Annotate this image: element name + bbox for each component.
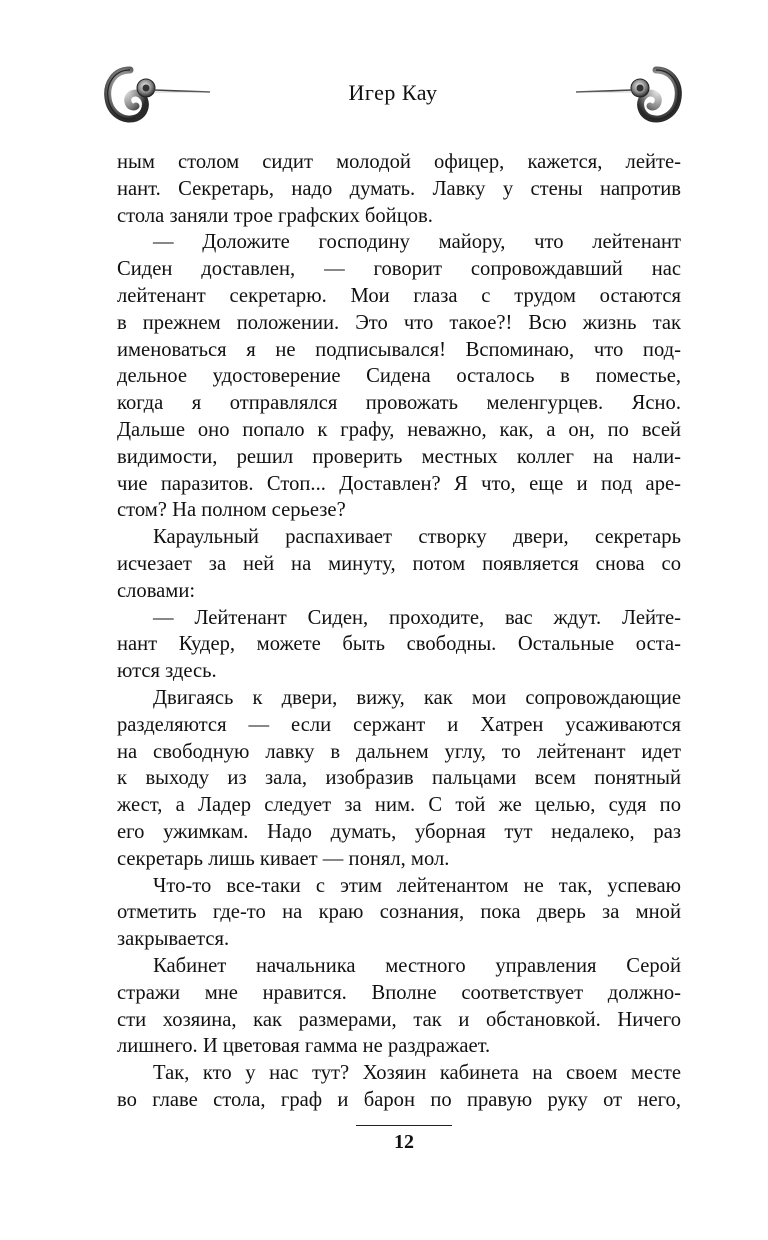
text-line: нант. Секретарь, надо думать. Лавку у стены напротив (117, 177, 681, 200)
text-line: видимости, решил проверить местных коллег на нали- (117, 445, 681, 468)
text-line: закрывается. (117, 928, 230, 951)
text-line: лейтенант секретарю. Мои глаза с трудом остаются (117, 284, 681, 307)
text-line: стола заняли трое графских бойцов. (117, 204, 433, 227)
text-line: сти хозяина, как размерами, так и обстановкой. Ничего (117, 1008, 681, 1031)
text-line: лишнего. И цветовая гамма не раздражает. (117, 1035, 491, 1058)
paragraph (117, 685, 681, 873)
page-body-text (117, 149, 681, 1114)
text-line: его ужимкам. Надо думать, уборная тут недалеко, раз (117, 820, 681, 843)
paragraph (117, 229, 681, 524)
paragraph (117, 524, 681, 604)
paragraph (117, 1060, 681, 1114)
text-line: исчезает за ней на минуту, потом появляется снова со (117, 552, 681, 575)
text-line: во главе стола, граф и барон по правую руку от него, (117, 1088, 681, 1111)
book-author-title: Игер Кау (348, 80, 438, 105)
text-line: на свободную лавку в дальнем углу, то лейтенант идет (117, 740, 681, 763)
text-line: стражи мне нравится. Вполне соответствует должно- (117, 981, 681, 1004)
paragraph (117, 953, 681, 1060)
text-line: — Лейтенант Сиден, проходите, вас ждут. Лейте- (153, 606, 681, 629)
text-line: разделяются — если сержант и Хатрен усаживаются (117, 713, 681, 736)
text-line: ются здесь. (117, 660, 217, 683)
text-line: Кабинет начальника местного управления Серой (153, 954, 681, 977)
paragraph (117, 149, 681, 229)
text-line: словами: (117, 579, 196, 602)
text-line: в прежнем положении. Это что такое?! Всю жизнь так (117, 311, 681, 334)
text-line: чие паразитов. Стоп... Доставлен? Я что, еще и под аре- (117, 472, 681, 495)
text-line: Что-то все-таки с этим лейтенантом не так, успеваю (153, 874, 681, 897)
text-line: Так, кто у нас тут? Хозяин кабинета на своем месте (153, 1062, 681, 1085)
text-line: дельное удостоверение Сидена осталось в поместье, (117, 365, 681, 388)
text-line: Караульный распахивает створку двери, секретарь (153, 526, 681, 549)
paragraph (117, 873, 681, 953)
text-line: стом? На полном серьезе? (117, 499, 346, 522)
right-ornament-icon (576, 62, 686, 132)
footer-divider (356, 1125, 452, 1126)
text-line: отметить где-то на краю сознания, пока дверь за мной (117, 901, 681, 924)
text-line: Дальше оно попало к графу, неважно, как, а он, по всей (117, 418, 681, 441)
text-line: к выходу из зала, изобразив пальцами всем понятный (117, 767, 681, 790)
text-line: — Доложите господину майору, что лейтенант (153, 231, 681, 254)
text-line: ным столом сидит молодой офицер, кажется, лейте- (117, 151, 681, 173)
text-line: когда я отправлялся провожать меленгурцев. Ясно. (117, 392, 681, 415)
paragraph (117, 605, 681, 685)
text-line: именоваться я не подписывался! Вспоминаю, что под- (117, 338, 681, 361)
text-line: Двигаясь к двери, вижу, как мои сопровождающие (153, 686, 681, 709)
text-line: нант Кудер, можете быть свободны. Остальные оста- (117, 633, 681, 656)
page-number: 12 (394, 1131, 414, 1153)
running-header (100, 62, 686, 132)
text-line: жест, а Ладер следует за ним. С той же целью, судя по (117, 794, 681, 817)
text-line: секретарь лишь кивает — понял, мол. (117, 847, 450, 870)
text-line: Сиден доставлен, — говорит сопровождавший нас (117, 258, 681, 281)
